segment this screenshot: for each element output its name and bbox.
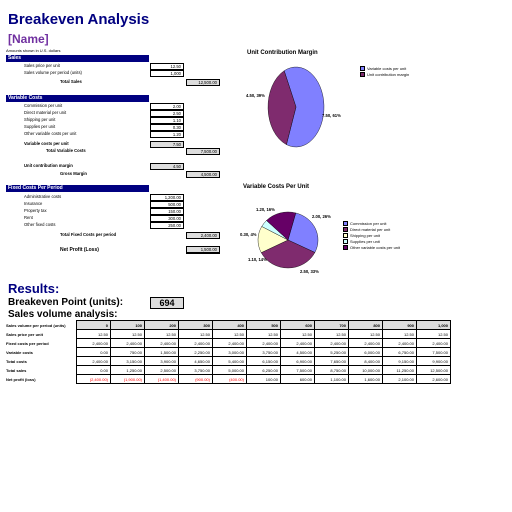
chart2-data-label: 2.50, 33%	[300, 269, 319, 274]
table-row	[6, 348, 451, 357]
table-cell: 2,400.00	[111, 339, 145, 348]
table-row	[6, 321, 451, 330]
table-cell: 2,400.00	[145, 339, 179, 348]
table-cell: 6,000.00	[349, 348, 383, 357]
chart2-legend-swatch	[343, 221, 348, 226]
row-label: Variable costs	[6, 349, 33, 355]
table-cell: 12.50	[315, 330, 349, 339]
table-cell: 3,750.00	[179, 366, 213, 375]
table-cell: 1,600.00	[349, 375, 383, 384]
table-cell: 2,100.00	[383, 375, 417, 384]
chart1-legend-label: Variable costs per unit	[367, 66, 407, 71]
table-cell: 12.50	[145, 330, 179, 339]
total-sales-value: 12,500.00	[186, 79, 220, 86]
variable-cost-label: Shipping per unit	[24, 117, 56, 122]
table-cell: 2,400.00	[77, 339, 111, 348]
table-cell: 0.00	[77, 366, 111, 375]
chart2-legend-label: Other variable costs per unit	[350, 245, 401, 250]
table-cell: 12,500.00	[417, 366, 451, 375]
chart2-legend-swatch	[343, 227, 348, 232]
currency-note: Amounts shown in U.S. dollars	[6, 48, 61, 53]
table-cell: 7,500.00	[417, 348, 451, 357]
price-label: Sales price per unit	[24, 63, 60, 68]
table-cell: 9,900.00	[417, 357, 451, 366]
row-label: Total costs	[6, 358, 27, 364]
table-cell: 1,250.00	[111, 366, 145, 375]
chart2-data-label: 0.30, 4%	[240, 232, 257, 237]
variable-cost-input[interactable]: 2.00	[150, 103, 184, 110]
volume-analysis-table	[6, 320, 451, 384]
table-cell: (400.00)	[213, 375, 247, 384]
table-cell: 0	[77, 321, 111, 330]
table-cell: (1,900.00)	[111, 375, 145, 384]
table-cell: 12.50	[247, 330, 281, 339]
table-cell: 5,400.00	[213, 357, 247, 366]
breakeven-value: 694	[150, 297, 184, 309]
table-cell: 4,650.00	[179, 357, 213, 366]
fixed-cost-label: Administrative costs	[24, 194, 62, 199]
chart1-legend	[360, 66, 409, 78]
table-cell: 800	[349, 321, 383, 330]
table-cell: 6,750.00	[383, 348, 417, 357]
table-cell: 8,750.00	[315, 366, 349, 375]
table-cell: 9,150.00	[383, 357, 417, 366]
table-cell: 600.00	[281, 375, 315, 384]
total-variable-value: 7,500.00	[186, 148, 220, 155]
chart1-legend-swatch	[360, 66, 365, 71]
table-cell: 7,650.00	[315, 357, 349, 366]
table-cell: 200	[145, 321, 179, 330]
table-cell: 3,000.00	[213, 348, 247, 357]
chart1-data-label: 4.50, 39%	[246, 93, 265, 98]
table-row	[6, 357, 451, 366]
table-cell: 6,250.00	[247, 366, 281, 375]
table-cell: 3,150.00	[111, 357, 145, 366]
table-cell: 5,250.00	[315, 348, 349, 357]
table-cell: 750.00	[111, 348, 145, 357]
fixed-cost-label: Other fixed costs	[24, 222, 56, 227]
table-cell: 6,900.00	[281, 357, 315, 366]
table-cell: 2,400.00	[349, 339, 383, 348]
chart1-svg	[236, 62, 366, 152]
page-title: Breakeven Analysis	[8, 11, 150, 28]
fixed-cost-input[interactable]: 1,200.00	[150, 194, 184, 201]
table-cell: 2,500.00	[145, 366, 179, 375]
chart2-legend	[343, 221, 400, 251]
table-cell: 6,150.00	[247, 357, 281, 366]
table-cell: 400	[213, 321, 247, 330]
table-cell: 10,000.00	[349, 366, 383, 375]
price-input[interactable]: 12.50	[150, 63, 184, 70]
table-cell: 12.50	[383, 330, 417, 339]
volume-label: Sales volume per period (units)	[24, 70, 82, 75]
unit-cm-label: Unit contribution margin	[24, 163, 73, 168]
chart2-legend-label: Shipping per unit	[350, 233, 381, 238]
volume-analysis-label: Sales volume analysis:	[8, 309, 118, 320]
chart2-data-label: 1.10, 14%	[248, 257, 267, 262]
variable-cost-label: Direct material per unit	[24, 110, 67, 115]
table-cell: 1,100.00	[315, 375, 349, 384]
net-profit-label: Net Profit (Loss)	[60, 247, 99, 253]
chart2-svg	[236, 196, 346, 276]
table-cell: 100	[111, 321, 145, 330]
chart2-legend-label: Commission per unit	[350, 221, 387, 226]
chart2-legend-label: Supplies per unit	[350, 239, 380, 244]
row-label: Sales volume per period (units)	[6, 322, 66, 328]
table-cell: 2,400.00	[77, 357, 111, 366]
table-cell: 12.50	[77, 330, 111, 339]
table-cell: 12.50	[349, 330, 383, 339]
table-cell: 700	[315, 321, 349, 330]
fixed-costs-heading: Fixed Costs Per Period	[6, 185, 149, 192]
table-row	[6, 330, 451, 339]
table-cell: 5,000.00	[213, 366, 247, 375]
table-row	[6, 366, 451, 375]
breakeven-label: Breakeven Point (units):	[8, 297, 124, 308]
sales-heading: Sales	[6, 55, 149, 62]
table-cell: 3,750.00	[247, 348, 281, 357]
fixed-cost-label: Rent	[24, 215, 33, 220]
row-label: Net profit (loss)	[6, 376, 36, 382]
volume-input[interactable]: 1,000	[150, 70, 184, 77]
row-label: Fixed costs per period	[6, 340, 49, 346]
table-cell: 12.50	[111, 330, 145, 339]
variable-cost-input[interactable]: 2.50	[150, 110, 184, 117]
chart2-legend-item	[343, 245, 400, 251]
variable-cost-input[interactable]: 1.20	[150, 131, 184, 138]
table-row	[6, 375, 451, 384]
chart1-title: Unit Contribution Margin	[247, 50, 318, 56]
table-cell: 12.50	[213, 330, 247, 339]
table-cell: 2,400.00	[417, 339, 451, 348]
chart2-legend-label: Direct material per unit	[350, 227, 391, 232]
table-cell: 2,400.00	[179, 339, 213, 348]
table-cell: 300	[179, 321, 213, 330]
variable-per-unit-label: Variable costs per unit	[24, 141, 69, 146]
row-label: Sales price per unit	[6, 331, 43, 337]
chart2-legend-swatch	[343, 239, 348, 244]
fixed-cost-label: Property tax	[24, 208, 47, 213]
table-cell: 12.50	[179, 330, 213, 339]
gross-margin-label: Gross Margin	[60, 171, 87, 176]
row-label: Total sales	[6, 367, 27, 373]
table-cell: 100.00	[247, 375, 281, 384]
chart2-data-label: 2.00, 26%	[312, 214, 331, 219]
chart2-pie	[240, 207, 331, 274]
chart2-data-label: 1.20, 16%	[256, 207, 275, 212]
table-cell: (2,400.00)	[77, 375, 111, 384]
table-cell: 900	[383, 321, 417, 330]
table-cell: 2,400.00	[281, 339, 315, 348]
table-cell: 600	[281, 321, 315, 330]
table-cell: 4,500.00	[281, 348, 315, 357]
table-cell: 7,500.00	[281, 366, 315, 375]
total-variable-label: Total Variable Costs	[46, 148, 86, 153]
variable-cost-label: Other variable costs per unit	[24, 131, 77, 136]
table-cell: 0.00	[77, 348, 111, 357]
variable-cost-label: Commission per unit	[24, 103, 63, 108]
fixed-cost-input[interactable]: 150.00	[150, 208, 184, 215]
chart1-legend-label: Unit contribution margin	[367, 72, 410, 77]
table-cell: 12.50	[281, 330, 315, 339]
table-cell: (1,400.00)	[145, 375, 179, 384]
total-fixed-label: Total Fixed Costs per period	[60, 232, 117, 237]
chart2-legend-swatch	[343, 245, 348, 250]
chart1-legend-item	[360, 72, 409, 78]
table-cell: 2,400.00	[247, 339, 281, 348]
chart1-data-label: 7.50, 61%	[322, 113, 341, 118]
results-heading: Results:	[8, 281, 60, 296]
fixed-cost-input[interactable]: 300.00	[150, 215, 184, 222]
table-cell: 2,400.00	[383, 339, 417, 348]
unit-cm-value: 4.50	[150, 163, 184, 170]
total-fixed-value: 2,400.00	[186, 232, 220, 239]
table-row	[6, 339, 451, 348]
variable-costs-heading: Variable Costs	[6, 95, 149, 102]
table-cell: 12.50	[417, 330, 451, 339]
table-cell: 2,400.00	[315, 339, 349, 348]
variable-per-unit-value: 7.50	[150, 141, 184, 148]
net-profit-value: 1,500.00	[186, 246, 220, 254]
table-cell: 8,400.00	[349, 357, 383, 366]
name-field[interactable]: [Name]	[8, 32, 49, 46]
fixed-cost-label: Insurance	[24, 201, 43, 206]
variable-cost-input[interactable]: 0.30	[150, 124, 184, 131]
variable-cost-label: Supplies per unit	[24, 124, 56, 129]
chart2-title: Variable Costs Per Unit	[243, 184, 310, 190]
table-cell: 11,250.00	[383, 366, 417, 375]
table-cell: 2,600.00	[417, 375, 451, 384]
table-cell: 2,400.00	[213, 339, 247, 348]
table-cell: 500	[247, 321, 281, 330]
table-cell: 1,000	[417, 321, 451, 330]
gross-margin-value: 4,500.00	[186, 171, 220, 178]
fixed-cost-input[interactable]: 250.00	[150, 222, 184, 229]
chart2-legend-swatch	[343, 233, 348, 238]
table-cell: 2,250.00	[179, 348, 213, 357]
table-cell: 3,900.00	[145, 357, 179, 366]
chart1-pie	[246, 67, 341, 147]
chart1-legend-swatch	[360, 72, 365, 77]
total-sales-label: Total Sales	[60, 79, 82, 84]
variable-cost-input[interactable]: 1.10	[150, 117, 184, 124]
table-cell: (900.00)	[179, 375, 213, 384]
fixed-cost-input[interactable]: 500.00	[150, 201, 184, 208]
table-cell: 1,500.00	[145, 348, 179, 357]
